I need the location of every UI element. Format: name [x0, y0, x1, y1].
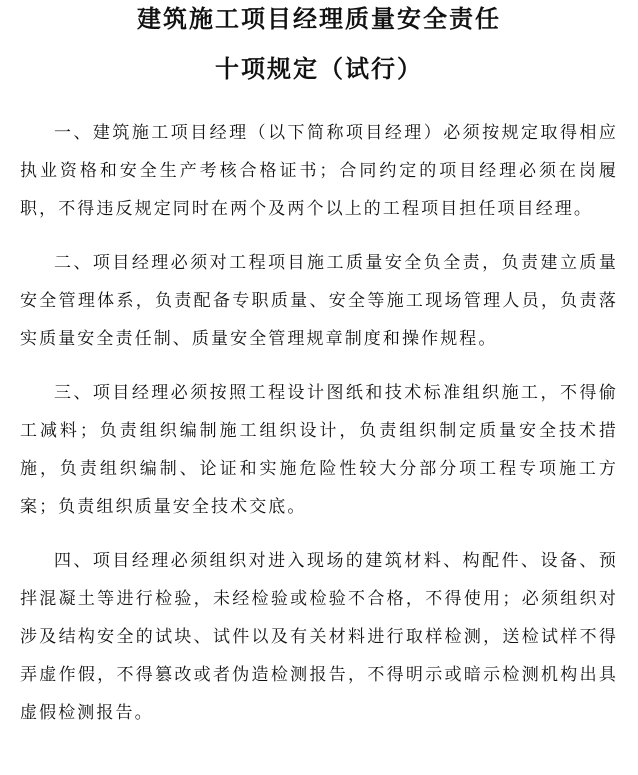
- article-4: 四、项目经理必须组织对进入现场的建筑材料、构配件、设备、预拌混凝土等进行检验，未经检验或检验不合格，不得使用；必须组织对涉及结构安全的试块、试件以及有关材料进行取样检测，送检试样不得弄虚作假，不得篡改或者伪造检测报告，不得明示或暗示检测机构出具虚假检测报告。: [20, 551, 618, 723]
- article-2: 二、项目经理必须对工程项目施工质量安全负全责，负责建立质量安全管理体系，负责配备专职质量、安全等施工现场管理人员，负责落实质量安全责任制、质量安全管理规章制度和操作规程。: [20, 253, 618, 349]
- article-3: 三、项目经理必须按照工程设计图纸和技术标准组织施工，不得偷工减料；负责组织编制施工组织设计，负责组织制定质量安全技术措施，负责组织编制、论证和实施危险性较大分部分项工程专项施工方案；负责组织质量安全技术交底。: [20, 383, 618, 517]
- document-title-line-1: 建筑施工项目经理质量安全责任: [137, 5, 501, 33]
- document-title-line-2: 十项规定（试行）: [215, 55, 423, 83]
- article-1: 一、建筑施工项目经理（以下简称项目经理）必须按规定取得相应执业资格和安全生产考核合格证书；合同约定的项目经理必须在岗履职，不得违反规定同时在两个及两个以上的工程项目担任项目经理。: [20, 123, 618, 219]
